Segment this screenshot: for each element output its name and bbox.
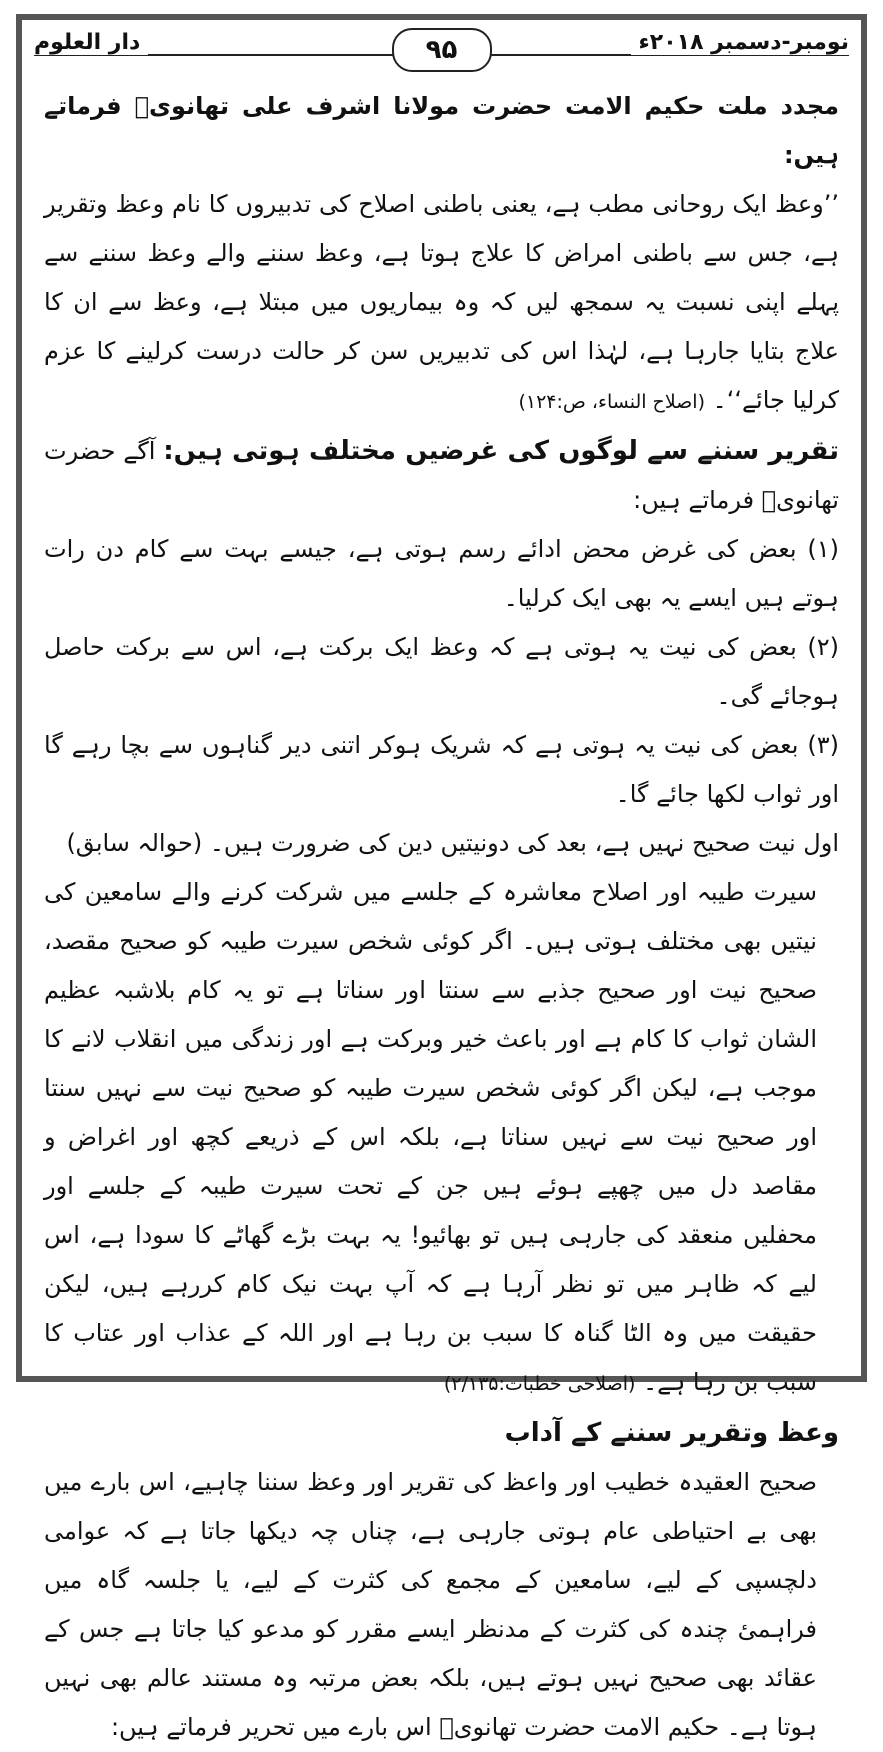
purposes-text: آگے حضرت تھانویؒ فرماتے ہیں: <box>44 437 839 514</box>
page-number: ۹۵ <box>392 28 492 72</box>
paragraph-conclusion <box>44 819 839 868</box>
list-item-1: (۱) بعض کی غرض محض ادائے رسم ہوتی ہے، جیسے بہت سے کام دن رات ہوتے ہیں ایسے یہ بھی ایک کرلیا۔ <box>44 535 839 612</box>
conclusion-reference: (حوالہ سابق) <box>66 829 203 857</box>
section-heading-purposes: تقریر سننے سے لوگوں کی غرضیں مختلف ہوتی ہیں: <box>163 436 839 466</box>
page-header <box>34 28 849 68</box>
section-heading-etiquette: وعظ وتقریر سننے کے آداب <box>504 1418 839 1448</box>
quote-reference: (اصلاح النساء، ص:۱۲۴) <box>518 391 705 413</box>
paragraph-seerat <box>44 868 839 1409</box>
header-journal: دار العلوم <box>34 30 148 55</box>
paragraph-intro: مجدد ملت حکیم الامت حضرت مولانا اشرف علی تھانویؒ فرماتے ہیں: <box>44 92 839 169</box>
quote-text: ’’وعظ ایک روحانی مطب ہے، یعنی باطنی اصلاح کی تدبیروں کا نام وعظ وتقریر ہے، جس سے باطنی امراض کا علاج ہوتا ہے، وعظ سننے والے وعظ سننے سے پہلے اپنی نسبت یہ سمجھ لیں کہ وہ بیماریوں میں مبتلا ہے، وعظ سے ان کا علاج بتایا جارہا ہے، لہٰذا اس کی تدبیریں سن کر حالت درست کرلینے کا عزم کرلیا جائے‘‘۔ <box>44 190 839 414</box>
list-item-2: (۲) بعض کی نیت یہ ہوتی ہے کہ وعظ ایک برکت ہے، اس سے برکت حاصل ہوجائے گی۔ <box>44 633 839 710</box>
seerat-reference: (اصلاحی خطبات:۲/۱۳۵) <box>443 1373 636 1395</box>
paragraph-etiquette: صحیح العقیدہ خطیب اور واعظ کی تقریر اور وعظ سننا چاہیے، اس بارے میں بھی بے احتیاطی عام ہوتی جارہی ہے، چناں چہ دیکھا جاتا ہے کہ عوامی دلچسپی کے لیے، سامعین کے مجمع کی کثرت کے لیے، یا جلسہ گاہ میں فراہمیٔ چندہ کی کثرت کے مدنظر ایسے مقرر کو مدعو کیا جاتا ہے جس کے عقائد بھی صحیح نہیں ہوتے ہیں، بلکہ بعض مرتبہ وہ مستند عالم بھی نہیں ہوتا ہے۔ حکیم الامت حضرت تھانویؒ اس بارے میں تحریر فرماتے ہیں: <box>44 1468 817 1741</box>
paragraph-purposes <box>44 427 839 525</box>
conclusion-text: اول نیت صحیح نہیں ہے، بعد کی دونیتیں دین کی ضرورت ہیں۔ <box>209 829 839 857</box>
paragraph-quote <box>44 180 839 427</box>
header-date: نومبر-دسمبر ۲۰۱۸ء <box>631 30 849 55</box>
list-item-3: (۳) بعض کی نیت یہ ہوتی ہے کہ شریک ہوکر اتنی دیر گناہوں سے بچا رہے گا اور ثواب لکھا جائے گا۔ <box>44 731 839 808</box>
article-body <box>44 82 839 1741</box>
seerat-text: سیرت طیبہ اور اصلاح معاشرہ کے جلسے میں شرکت کرنے والے سامعین کی نیتیں بھی مختلف ہوتی ہیں۔ اگر کوئی شخص سیرت طیبہ کو صحیح مقصد، صحیح نیت اور صحیح جذبے سے سنتا اور سناتا ہے تو یہ کام بلاشبہ عظیم الشان ثواب کا کام ہے اور باعث خیر وبرکت ہے اور زندگی میں انقلاب لانے کا موجب ہے، لیکن اگر کوئی شخص سیرت طیبہ کو صحیح نیت سے نہیں سنتا اور صحیح نیت سے نہیں سناتا ہے، بلکہ اس کے ذریعے کچھ اور اغراض و مقاصد دل میں چھپے ہوئے ہیں جن کے تحت سیرت طیبہ کے جلسے اور محفلیں منعقد کی جارہی ہیں تو بھائیو! یہ بہت بڑے گھاٹے کا سودا ہے، اس لیے کہ ظاہر میں تو نظر آرہا ہے کہ آپ بہت نیک کام کررہے ہیں، لیکن حقیقت میں وہ الٹا گناہ کا سبب بن رہا ہے اور اللہ کے عذاب اور عتاب کا سبب بن رہا ہے۔ <box>44 878 817 1396</box>
